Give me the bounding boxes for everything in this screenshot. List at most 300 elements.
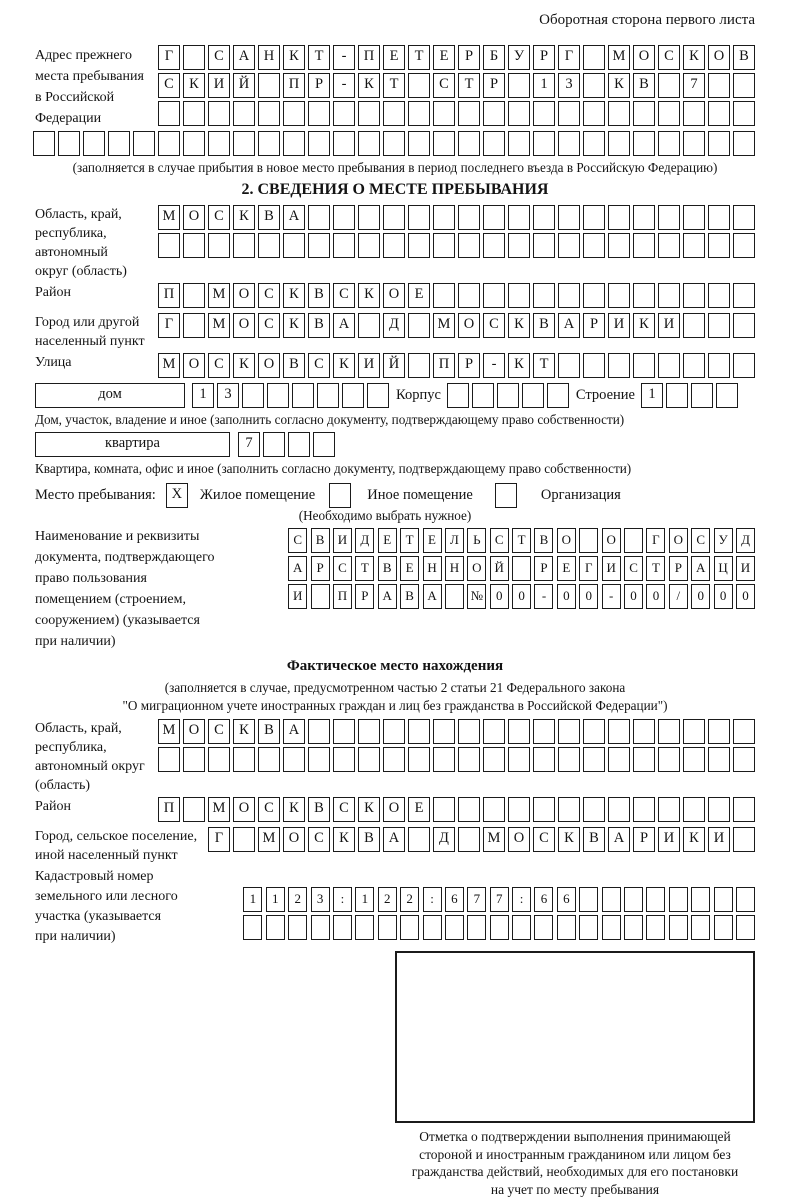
cadastral-block [35,867,755,947]
char-box: К [508,353,530,378]
char-box: В [583,827,605,852]
char-box: Т [512,528,531,553]
char-box: М [608,45,630,70]
char-box: 0 [646,584,665,609]
char-box [458,101,480,126]
char-box: К [233,353,255,378]
char-box [583,283,605,308]
char-box [708,747,730,772]
ownership-doc-label [35,526,290,652]
label-line: Наименование и реквизиты [35,526,290,547]
char-box: Р [355,584,374,609]
confirmation-stamp-area [395,951,755,1123]
prev-address-row-2 [144,73,755,98]
char-box: К [183,73,205,98]
char-box [445,915,464,940]
char-box: 6 [557,887,576,912]
char-box: В [633,73,655,98]
char-box [708,101,730,126]
char-box [558,719,580,744]
char-box [646,915,665,940]
char-box: Б [483,45,505,70]
label-line: сооружением) (указывается [35,610,290,631]
char-box [472,383,494,408]
char-box [333,101,355,126]
char-box [683,313,705,338]
label-line: Область, край, [35,719,145,738]
char-box [708,73,730,98]
char-box: А [333,313,355,338]
char-box: В [378,556,397,581]
char-box: Т [646,556,665,581]
label-line: места пребывания [35,66,144,87]
char-box [445,584,464,609]
char-box [208,233,230,258]
label-line: иной населенный пункт [35,846,197,865]
char-box: 6 [534,887,553,912]
char-box [311,584,330,609]
char-box [317,383,339,408]
char-box [691,915,710,940]
char-box [691,383,713,408]
char-box: 0 [714,584,733,609]
char-box: В [308,313,330,338]
char-box [579,528,598,553]
char-box: Г [158,45,180,70]
actual-location-subtitle-1: (заполняется в случае, предусмотренном частью 2 статьи 21 Федерального закона [35,679,755,697]
char-box: В [308,797,330,822]
char-box: С [533,827,555,852]
char-box: М [433,313,455,338]
char-box: Д [433,827,455,852]
region-label [35,205,127,281]
prev-address-block [35,45,755,129]
char-box [733,719,755,744]
char-box: В [534,528,553,553]
char-box: К [683,827,705,852]
char-box [558,205,580,230]
char-box [633,283,655,308]
char-box [708,283,730,308]
char-box [646,887,665,912]
char-box: С [433,73,455,98]
char-box: К [283,797,305,822]
char-box: И [658,313,680,338]
char-box: 3 [558,73,580,98]
char-box [355,915,374,940]
char-box [633,719,655,744]
char-box: 1 [533,73,555,98]
prev-address-row-3 [144,101,755,126]
section2-title: 2. СВЕДЕНИЯ О МЕСТЕ ПРЕБЫВАНИЯ [35,181,755,199]
prev-address-caption: (заполняется в случае прибытия в новое место пребывания в период последнего въезда в Российскую Федерацию) [35,159,755,177]
stay-option-residential-label: Жилое помещение [200,487,315,504]
char-box [467,915,486,940]
char-box: 0 [557,584,576,609]
char-box [283,747,305,772]
stay-option-organization-label: Организация [541,487,621,504]
char-box [266,915,285,940]
char-box: К [283,313,305,338]
char-box [183,313,205,338]
char-box [608,283,630,308]
char-box: Р [308,73,330,98]
char-box [666,383,688,408]
char-box: В [733,45,755,70]
char-box: 1 [192,383,214,408]
ownership-doc-row-1 [290,528,755,553]
char-box [408,131,430,156]
char-box: П [333,584,352,609]
caption-line: Отметка о подтверждении выполнения принимающей [375,1128,775,1146]
char-box [358,101,380,126]
char-box: - [333,45,355,70]
label-line: Федерации [35,108,144,129]
char-box: Т [408,45,430,70]
char-box [458,131,480,156]
char-box: Г [208,827,230,852]
char-box: У [508,45,530,70]
char-box [683,233,705,258]
char-box: Д [736,528,755,553]
char-box: К [333,353,355,378]
char-box [583,233,605,258]
char-box [408,827,430,852]
korpus-label: Корпус [396,383,441,408]
char-box [683,205,705,230]
char-box [258,131,280,156]
char-box: К [358,73,380,98]
char-box [333,915,352,940]
char-box [533,131,555,156]
char-box: Е [423,528,442,553]
char-box [483,747,505,772]
char-box [658,233,680,258]
prev-address-rows [144,45,755,129]
char-box: 0 [490,584,509,609]
char-box: 3 [311,887,330,912]
char-box [183,131,205,156]
char-box [714,887,733,912]
char-box: С [258,283,280,308]
char-box: О [183,353,205,378]
char-box [533,233,555,258]
char-box [716,383,738,408]
char-box: С [208,205,230,230]
char-box [583,205,605,230]
char-box: К [358,283,380,308]
char-box [624,915,643,940]
char-box [308,131,330,156]
char-box [333,205,355,230]
char-box: 7 [490,887,509,912]
char-box [669,915,688,940]
char-box: - [534,584,553,609]
char-box [283,131,305,156]
page-side-note: Оборотная сторона первого листа [35,12,755,29]
char-box: № [467,584,486,609]
char-box [733,131,755,156]
actual-region-label [35,719,145,795]
stay-type-label: Место пребывания: [35,487,156,504]
char-box: 2 [378,887,397,912]
char-box [633,233,655,258]
char-box [458,719,480,744]
actual-city-block [35,827,755,865]
char-box [233,233,255,258]
actual-district-label: Район [35,797,71,825]
char-box: С [691,528,710,553]
label-line: автономный округ [35,757,145,776]
char-box [658,797,680,822]
char-box: О [183,719,205,744]
char-box: С [308,353,330,378]
char-box [733,747,755,772]
char-box: С [258,797,280,822]
char-box [608,353,630,378]
label-line: Адрес прежнего [35,45,144,66]
char-box [483,233,505,258]
char-box: Р [534,556,553,581]
char-box [608,131,630,156]
char-box [558,101,580,126]
char-box: П [433,353,455,378]
char-box [433,797,455,822]
char-box [683,747,705,772]
char-box: С [288,528,307,553]
char-box: А [383,827,405,852]
char-box [508,131,530,156]
char-box: М [208,313,230,338]
char-box: Р [583,313,605,338]
char-box [608,719,630,744]
char-box: К [608,73,630,98]
char-box [383,205,405,230]
char-box: П [358,45,380,70]
char-box [358,205,380,230]
cadastral-label [35,867,178,947]
char-box [533,747,555,772]
char-box [708,353,730,378]
char-box [408,205,430,230]
char-box [683,283,705,308]
char-box: 7 [238,432,260,457]
char-box [602,915,621,940]
char-box [483,131,505,156]
char-box [208,747,230,772]
char-box: - [602,584,621,609]
char-box: А [283,205,305,230]
apartment-number-cells [235,432,335,457]
char-box [633,353,655,378]
char-box: М [208,797,230,822]
char-box [658,353,680,378]
char-box: К [233,719,255,744]
char-box [183,283,205,308]
char-box [208,101,230,126]
char-box [158,233,180,258]
char-box: Т [355,556,374,581]
street-row [72,353,755,378]
char-box [633,131,655,156]
label-line: Город или другой [35,313,145,332]
actual-region-row-2 [145,747,755,772]
char-box: С [208,45,230,70]
char-box: Е [378,528,397,553]
prev-address-row-1 [144,45,755,70]
char-box [733,101,755,126]
char-box [358,747,380,772]
label-line: при наличии) [35,631,290,652]
char-box: О [458,313,480,338]
char-box: : [423,887,442,912]
char-box: Н [445,556,464,581]
actual-city-row [197,827,755,852]
char-box [583,45,605,70]
char-box: И [288,584,307,609]
char-box: П [283,73,305,98]
char-box [708,719,730,744]
char-box [683,719,705,744]
char-box: Й [383,353,405,378]
char-box [579,887,598,912]
char-box [433,131,455,156]
char-box: К [233,205,255,230]
char-box: А [691,556,710,581]
char-box [658,101,680,126]
stay-option-organization-checkbox [495,483,517,508]
char-box: И [708,827,730,852]
stroenie-cells [638,383,738,408]
char-box [283,233,305,258]
char-box: К [633,313,655,338]
label-line: Город, сельское поселение, [35,827,197,846]
cadastral-row-1 [178,887,755,912]
char-box: 0 [512,584,531,609]
char-box [583,73,605,98]
house-block [35,383,755,408]
actual-location-subtitle-2: "О миграционном учете иностранных граждан и лиц без гражданства в Российской Федерации") [35,697,755,715]
char-box: О [233,797,255,822]
char-box: Р [669,556,688,581]
char-box [183,747,205,772]
char-box [233,101,255,126]
char-box: Г [646,528,665,553]
char-box [458,283,480,308]
char-box [183,233,205,258]
stay-option-other-label: Иное помещение [367,487,473,504]
char-box [522,383,544,408]
korpus-cells [444,383,569,408]
char-box [608,233,630,258]
city-row [145,313,755,338]
char-box: М [483,827,505,852]
char-box [583,747,605,772]
char-box: М [208,283,230,308]
char-box [683,353,705,378]
char-box [508,719,530,744]
caption-line: на учет по месту пребывания [375,1181,775,1198]
char-box [508,205,530,230]
char-box [408,73,430,98]
char-box [733,73,755,98]
char-box: А [378,584,397,609]
char-box [108,131,130,156]
label-line: (область) [35,776,145,795]
char-box [158,101,180,126]
char-box: В [400,584,419,609]
char-box [533,719,555,744]
char-box [288,915,307,940]
char-box [557,915,576,940]
label-line: документа, подтверждающего [35,547,290,568]
char-box: Е [400,556,419,581]
char-box [133,131,155,156]
char-box [533,101,555,126]
label-line: земельного или лесного [35,887,178,907]
label-line: Область, край, [35,205,127,224]
char-box [608,205,630,230]
char-box [458,827,480,852]
stamp-section [375,951,775,1198]
char-box: М [158,719,180,744]
char-box [333,233,355,258]
char-box [158,747,180,772]
char-box: 2 [400,887,419,912]
char-box [658,131,680,156]
char-box [333,719,355,744]
char-box [447,383,469,408]
char-box [633,205,655,230]
city-label [35,313,145,351]
char-box: 1 [266,887,285,912]
char-box [233,131,255,156]
char-box [358,719,380,744]
char-box [433,719,455,744]
char-box: - [333,73,355,98]
char-box [58,131,80,156]
char-box [308,233,330,258]
char-box: И [208,73,230,98]
char-box [233,827,255,852]
char-box [308,747,330,772]
char-box [508,73,530,98]
char-box [313,432,335,457]
char-box [708,205,730,230]
house-box-label: дом [35,383,185,408]
char-box: Г [158,313,180,338]
char-box [508,233,530,258]
char-box [608,747,630,772]
char-box [733,797,755,822]
char-box [408,233,430,258]
char-box: 0 [579,584,598,609]
char-box: В [358,827,380,852]
char-box [602,887,621,912]
char-box [714,915,733,940]
apartment-block [35,432,755,457]
char-box [658,205,680,230]
label-line: помещением (строением, [35,589,290,610]
char-box [383,747,405,772]
char-box: Р [311,556,330,581]
char-box [669,887,688,912]
char-box [183,797,205,822]
char-box: Р [483,73,505,98]
char-box: И [608,313,630,338]
char-box: С [158,73,180,98]
char-box: С [333,283,355,308]
